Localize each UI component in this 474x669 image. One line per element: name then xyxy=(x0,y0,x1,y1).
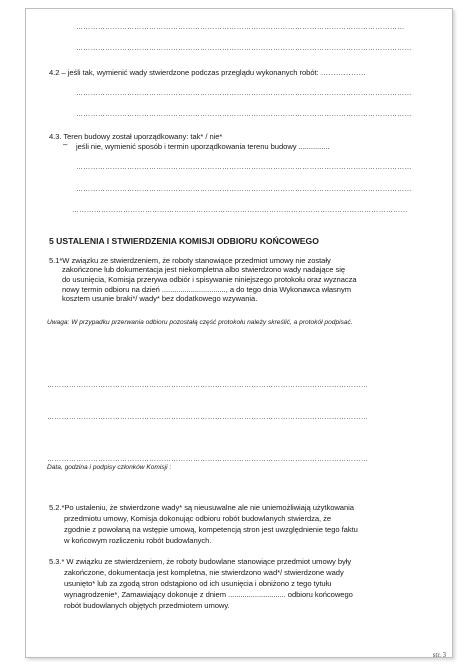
p53-line: usunięto* lub za zgodą stron odstąpiono od ich usunięcia i obniżono z tego tytułu xyxy=(64,579,332,588)
p51-line: zakończone lub dokumentacja jest niekompletna albo stwierdzono wady nadające się xyxy=(62,265,346,274)
dotted-line: ………………………………………………………………………………………………………………………… xyxy=(76,164,412,171)
dotted-line: ……………………………………………………………………………………………………………………… xyxy=(76,24,405,31)
item-4-3-text: 4.3. Teren budowy został uporządkowany: tak* / nie* xyxy=(49,132,223,141)
p52-line: 5.2.*Po ustaleniu, że stwierdzone wady* są nieusuwalne ale nie uniemożliwiają użytkowania xyxy=(49,503,354,512)
page-number: str. 3 xyxy=(432,652,446,659)
signature-caption: Data, godzina i podpisy członków Komisji : xyxy=(47,464,172,471)
p53-line: 5.3.* W związku ze stwierdzeniem, że roboty budowlane stanowiące przedmiot umowy były xyxy=(49,557,352,566)
dotted-line: ………………………………………………………………………………………………………………………… xyxy=(76,111,412,118)
signature-line: …………………………………………………………………………………………………………………… xyxy=(47,414,369,421)
signature-line: …………………………………………………………………………………………………………………… xyxy=(47,382,369,389)
p51-line: kosztem usunie braki*/ wady* bez dodatkowego wzywania. xyxy=(62,294,258,303)
p51-line: do usunięcia, Komisja przerywa odbiór i spisywanie niniejszego protokołu oraz wyznacza xyxy=(62,275,357,284)
p51-line: nowy termin odbioru na dzień ..............................., a do tego dnia Wykonawca własnym xyxy=(62,285,351,294)
section-5-heading: 5 USTALENIA I STWIERDZENIA KOMISJI ODBIORU KOŃCOWEGO xyxy=(49,236,319,246)
dotted-line: ………………………………………………………………………………………………………………………… xyxy=(76,45,412,52)
p51-line: 5.1*W związku ze stwierdzeniem, że roboty stanowiące przedmiot umowy nie zostały xyxy=(49,256,331,265)
note-text: Uwaga: W przypadku przerwania odbioru pozostałą część protokołu należy skreślić, a protokół podpisać. xyxy=(47,319,353,326)
item-4-3-subtext: jeśli nie, wymienić sposób i termin uporządkowania terenu budowy ............... xyxy=(76,142,330,151)
p52-line: przedmiotu umowy, Komisja dokonując odbioru robót budowlanych stwierdza, że xyxy=(64,514,332,523)
p52-line: w końcowym rozliczeniu robót budowlanych. xyxy=(64,536,212,545)
p53-line: robót budowlanych objętych przedmiotem umowy. xyxy=(64,601,230,610)
dotted-line: ………………………………………………………………………………………………………………………… xyxy=(76,90,412,97)
p52-line: zgodnie z powołaną na wstępie umową, kompetencją stron jest uwzględnienie tego faktu xyxy=(64,525,358,534)
item-4-2-text: 4.2 – jeśli tak, wymienić wady stwierdzone podczas przeglądu wykonanych robót: ……………… xyxy=(49,68,366,77)
signature-line: …………………………………………………………………………………………………………………… xyxy=(47,456,369,463)
item-4-3-dash: – xyxy=(63,140,68,149)
p53-line: zakończone, dokumentacja jest kompletna, nie stwierdzono wad*/ stwierdzone wady xyxy=(64,568,344,577)
p53-line: wynagrodzenie*, Zamawiający dokonuje z dniem ............................ odbioru końcowego xyxy=(64,590,353,599)
dotted-line: ………………………………………………………………………………………………………………………… xyxy=(72,207,408,214)
dotted-line: ………………………………………………………………………………………………………………………… xyxy=(76,186,412,193)
